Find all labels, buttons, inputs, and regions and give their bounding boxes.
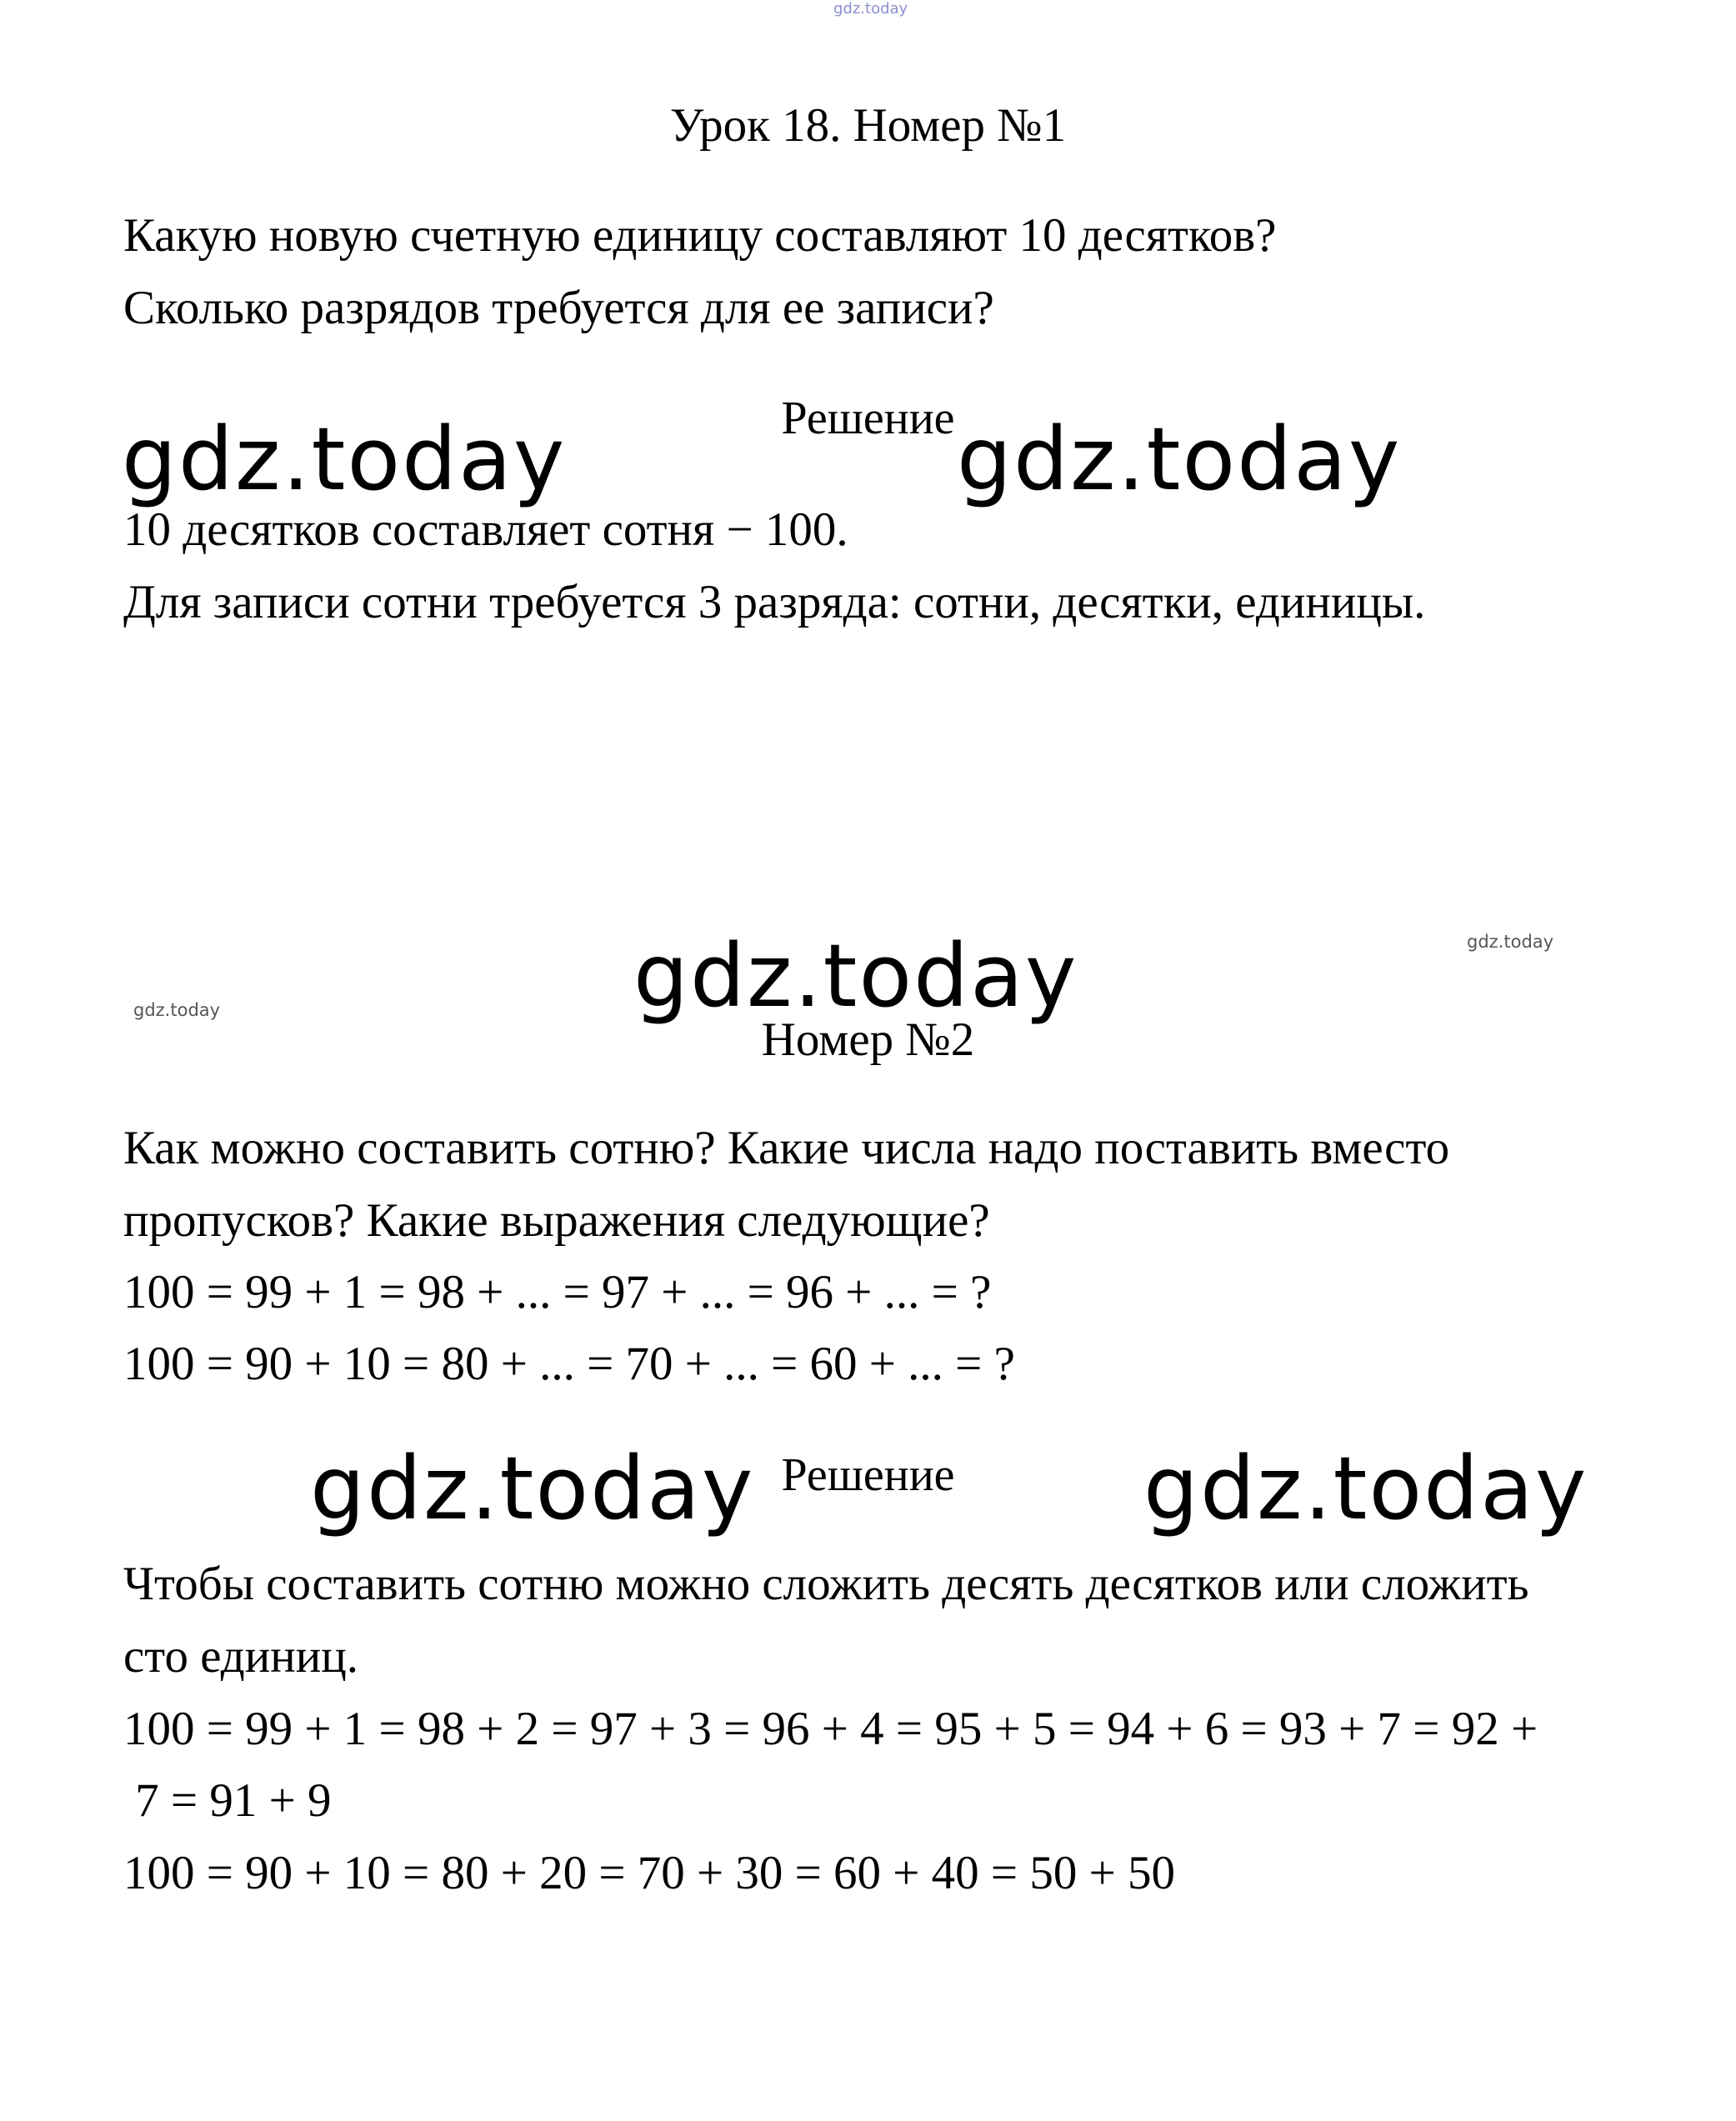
task2-answer-line-2: сто единиц. xyxy=(123,1630,359,1683)
watermark-small-right: gdz.today xyxy=(1467,932,1554,952)
watermark-big-3: gdz.today xyxy=(633,925,1078,1027)
task1-title: Урок 18. Номер №1 xyxy=(669,99,1067,152)
task1-solution-label: Решение xyxy=(781,393,955,444)
task1-answer-line-1: 10 десятков составляет сотня − 100. xyxy=(123,503,848,556)
task2-question-line-2: пропусков? Какие выражения следующие? xyxy=(123,1194,990,1247)
task1-question-line-2: Сколько разрядов требуется для ее записи? xyxy=(123,282,994,334)
task2-answer-line-3: 100 = 99 + 1 = 98 + 2 = 97 + 3 = 96 + 4 = 95 + 5 = 94 + 6 = 93 + 7 = 92 + xyxy=(123,1703,1538,1755)
task1-answer-line-2: Для записи сотни требуется 3 разряда: сотни, десятки, единицы. xyxy=(123,576,1426,628)
task2-answer-line-5: 100 = 90 + 10 = 80 + 20 = 70 + 30 = 60 + 40 = 50 + 50 xyxy=(123,1847,1175,1899)
task2-question-line-4: 100 = 90 + 10 = 80 + ... = 70 + ... = 60 + ... = ? xyxy=(123,1338,1015,1390)
task2-answer-line-1: Чтобы составить сотню можно сложить десять десятков или сложить xyxy=(123,1558,1529,1610)
watermark-big-4: gdz.today xyxy=(310,1438,755,1539)
watermark-big-2: gdz.today xyxy=(957,408,1402,510)
task2-question-line-3: 100 = 99 + 1 = 98 + ... = 97 + ... = 96 + ... = ? xyxy=(123,1266,992,1318)
task2-title: Номер №2 xyxy=(761,1013,975,1066)
watermark-small-left: gdz.today xyxy=(133,1000,221,1020)
watermark-top: gdz.today xyxy=(833,0,908,18)
task2-answer-line-4: 7 = 91 + 9 xyxy=(123,1774,332,1827)
watermark-big-1: gdz.today xyxy=(122,408,567,510)
task2-question-line-1: Как можно составить сотню? Какие числа надо поставить вместо xyxy=(123,1122,1450,1174)
task2-solution-label: Решение xyxy=(781,1449,955,1501)
watermark-big-5: gdz.today xyxy=(1143,1438,1588,1539)
task1-question-line-1: Какую новую счетную единицу составляют 10 десятков? xyxy=(123,209,1277,262)
